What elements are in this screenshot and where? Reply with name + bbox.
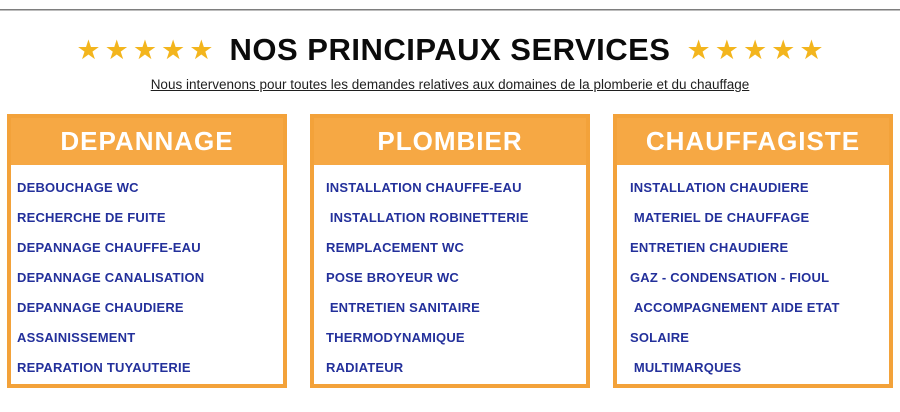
star-rating-left [76, 34, 214, 65]
star-icon: ★ [714, 34, 739, 65]
service-item[interactable]: DEBOUCHAGE WC [17, 180, 139, 195]
service-card-header: DEPANNAGE [11, 118, 283, 165]
top-divider [0, 9, 900, 11]
star-icon: ★ [104, 34, 129, 65]
page-subtitle: Nous intervenons pour toutes les demandes relatives aux domaines de la plomberie et du chauffage [150, 77, 750, 92]
service-item[interactable]: POSE BROYEUR WC [326, 270, 460, 285]
star-icon: ★ [76, 34, 101, 65]
service-item[interactable]: MATERIEL DE CHAUFFAGE [630, 210, 810, 225]
star-rating-right [686, 34, 824, 65]
service-item[interactable]: ACCOMPAGNEMENT AIDE ETAT [630, 300, 840, 315]
service-card [310, 114, 590, 388]
service-list [617, 165, 889, 383]
service-item[interactable]: GAZ - CONDENSATION - FIOUL [630, 270, 830, 285]
service-item[interactable]: THERMODYNAMIQUE [326, 330, 465, 345]
service-columns [0, 114, 900, 388]
service-card-header: PLOMBIER [314, 118, 586, 165]
service-card [613, 114, 893, 388]
service-item[interactable]: DEPANNAGE CHAUDIERE [17, 300, 184, 315]
star-icon: ★ [799, 34, 824, 65]
service-card-header: CHAUFFAGISTE [617, 118, 889, 165]
service-item[interactable]: SOLAIRE [630, 330, 690, 345]
star-icon: ★ [771, 34, 796, 65]
service-item[interactable]: RECHERCHE DE FUITE [17, 210, 166, 225]
service-item[interactable]: INSTALLATION CHAUFFE-EAU [326, 180, 522, 195]
service-list [11, 165, 283, 383]
service-item[interactable]: MULTIMARQUES [630, 360, 742, 375]
service-item[interactable]: ENTRETIEN SANITAIRE [326, 300, 480, 315]
service-card [7, 114, 287, 388]
star-icon: ★ [742, 34, 768, 65]
service-item[interactable]: REMPLACEMENT WC [326, 240, 465, 255]
service-list [314, 165, 586, 383]
service-item[interactable]: INSTALLATION CHAUDIERE [630, 180, 809, 195]
service-item[interactable]: INSTALLATION ROBINETTERIE [326, 210, 529, 225]
service-item[interactable]: DEPANNAGE CHAUFFE-EAU [17, 240, 201, 255]
service-item[interactable]: RADIATEUR [326, 360, 404, 375]
star-icon: ★ [189, 34, 214, 65]
subtitle-row [0, 76, 900, 94]
title-row [0, 30, 900, 70]
services-section [0, 9, 900, 388]
star-icon: ★ [686, 34, 711, 65]
service-item[interactable]: ENTRETIEN CHAUDIERE [630, 240, 789, 255]
service-item[interactable]: ASSAINISSEMENT [17, 330, 136, 345]
page-title: NOS PRINCIPAUX SERVICES [229, 32, 671, 67]
service-item[interactable]: DEPANNAGE CANALISATION [17, 270, 205, 285]
star-icon: ★ [161, 34, 186, 65]
service-item[interactable]: REPARATION TUYAUTERIE [17, 360, 191, 375]
star-icon: ★ [132, 34, 158, 65]
